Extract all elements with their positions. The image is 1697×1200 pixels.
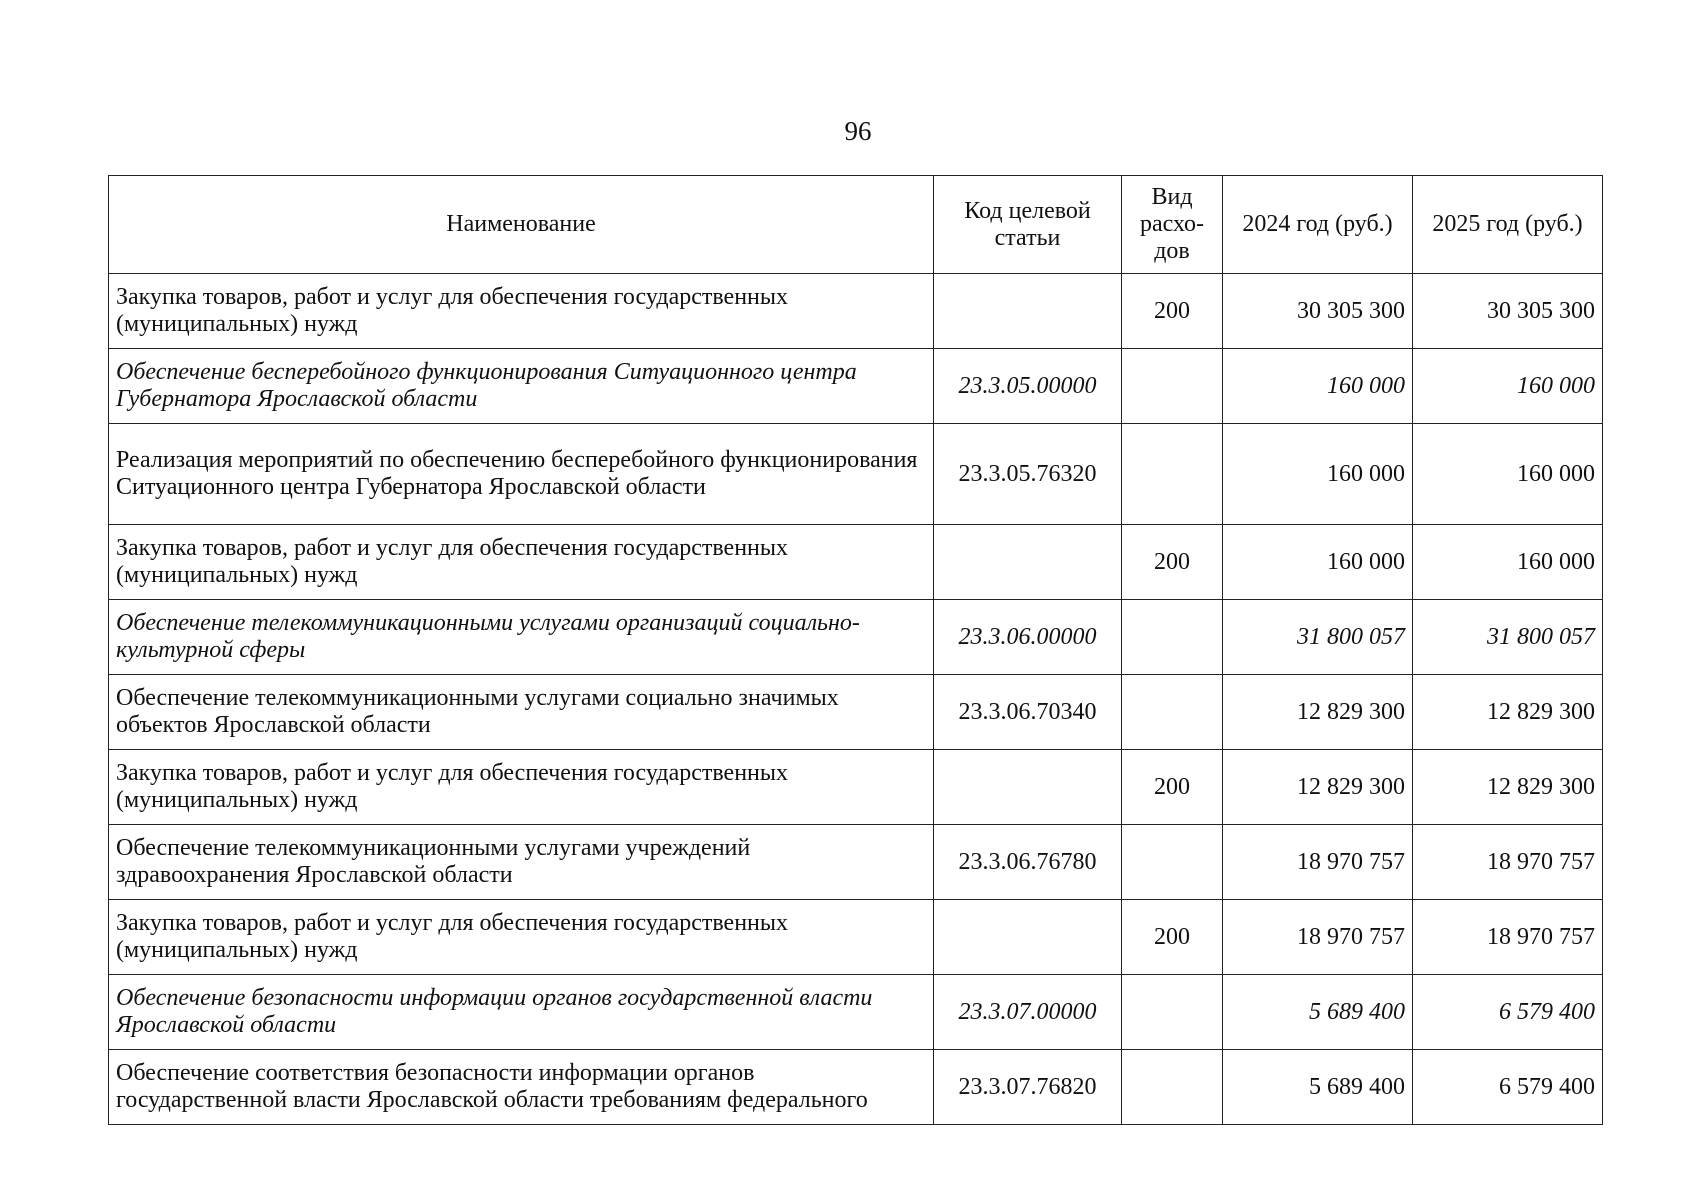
- header-name: Наименование: [109, 176, 934, 274]
- row-code: [934, 525, 1122, 600]
- row-code: [934, 274, 1122, 349]
- row-2024: 160 000: [1223, 525, 1413, 600]
- table-row: [109, 900, 1603, 975]
- header-code: Код целевой статьи: [934, 176, 1122, 274]
- row-2025: 18 970 757: [1413, 900, 1603, 975]
- table-row: [109, 525, 1603, 600]
- row-kind: 200: [1122, 525, 1223, 600]
- row-code: [934, 900, 1122, 975]
- row-2025: 12 829 300: [1413, 750, 1603, 825]
- row-name: Обеспечение телекоммуникационными услугами социально значимых объектов Ярославской области: [109, 675, 934, 750]
- row-kind: [1122, 424, 1223, 525]
- row-code: [934, 750, 1122, 825]
- table-row: [109, 975, 1603, 1050]
- row-2024: 31 800 057: [1223, 600, 1413, 675]
- header-kind: Вид расхо-дов: [1122, 176, 1223, 274]
- row-name: Реализация мероприятий по обеспечению бесперебойного функционирования Ситуационного центра Губернатора Ярославской области: [109, 424, 934, 525]
- header-2025: 2025 год (руб.): [1413, 176, 1603, 274]
- row-2025: 160 000: [1413, 349, 1603, 424]
- row-name: Обеспечение телекоммуникационными услугами учреждений здравоохранения Ярославской области: [109, 825, 934, 900]
- table-row: [109, 750, 1603, 825]
- row-2025: 30 305 300: [1413, 274, 1603, 349]
- row-2025: 12 829 300: [1413, 675, 1603, 750]
- table-row: [109, 1050, 1603, 1125]
- header-2024: 2024 год (руб.): [1223, 176, 1413, 274]
- table-row: [109, 825, 1603, 900]
- row-2024: 30 305 300: [1223, 274, 1413, 349]
- row-name: Обеспечение телекоммуникационными услугами организаций социально-культурной сферы: [109, 600, 934, 675]
- row-name: Закупка товаров, работ и услуг для обеспечения государственных (муниципальных) нужд: [109, 750, 934, 825]
- row-code: 23.3.05.76320: [934, 424, 1122, 525]
- row-kind: 200: [1122, 750, 1223, 825]
- row-name: Обеспечение бесперебойного функционирования Ситуационного центра Губернатора Ярославской области: [109, 349, 934, 424]
- row-name: Закупка товаров, работ и услуг для обеспечения государственных (муниципальных) нужд: [109, 900, 934, 975]
- row-name: Обеспечение безопасности информации органов государственной власти Ярославской области: [109, 975, 934, 1050]
- row-code: 23.3.07.00000: [934, 975, 1122, 1050]
- table-row: [109, 349, 1603, 424]
- row-2024: 12 829 300: [1223, 675, 1413, 750]
- row-2025: 160 000: [1413, 525, 1603, 600]
- row-kind: 200: [1122, 274, 1223, 349]
- row-kind: [1122, 1050, 1223, 1125]
- row-2024: 18 970 757: [1223, 825, 1413, 900]
- row-name: Закупка товаров, работ и услуг для обеспечения государственных (муниципальных) нужд: [109, 274, 934, 349]
- row-code: 23.3.06.00000: [934, 600, 1122, 675]
- row-name: Обеспечение соответствия безопасности информации органов государственной власти Ярославской области требованиям федерального: [109, 1050, 934, 1125]
- row-2025: 160 000: [1413, 424, 1603, 525]
- table-row: [109, 675, 1603, 750]
- row-code: 23.3.05.00000: [934, 349, 1122, 424]
- page-number: 96: [844, 116, 872, 146]
- row-kind: [1122, 825, 1223, 900]
- row-kind: 200: [1122, 900, 1223, 975]
- row-code: 23.3.06.70340: [934, 675, 1122, 750]
- row-name: Закупка товаров, работ и услуг для обеспечения государственных (муниципальных) нужд: [109, 525, 934, 600]
- row-2024: 12 829 300: [1223, 750, 1413, 825]
- budget-table: [108, 175, 1603, 1125]
- row-2025: 6 579 400: [1413, 1050, 1603, 1125]
- table-row: [109, 274, 1603, 349]
- row-2024: 160 000: [1223, 424, 1413, 525]
- row-2024: 18 970 757: [1223, 900, 1413, 975]
- row-code: 23.3.07.76820: [934, 1050, 1122, 1125]
- table-header-row: [109, 176, 1603, 274]
- row-kind: [1122, 975, 1223, 1050]
- table-row: [109, 600, 1603, 675]
- row-2024: 5 689 400: [1223, 1050, 1413, 1125]
- row-kind: [1122, 675, 1223, 750]
- row-2025: 6 579 400: [1413, 975, 1603, 1050]
- row-kind: [1122, 349, 1223, 424]
- row-2024: 5 689 400: [1223, 975, 1413, 1050]
- row-2024: 160 000: [1223, 349, 1413, 424]
- row-2025: 31 800 057: [1413, 600, 1603, 675]
- row-kind: [1122, 600, 1223, 675]
- table-row: [109, 424, 1603, 525]
- row-2025: 18 970 757: [1413, 825, 1603, 900]
- row-code: 23.3.06.76780: [934, 825, 1122, 900]
